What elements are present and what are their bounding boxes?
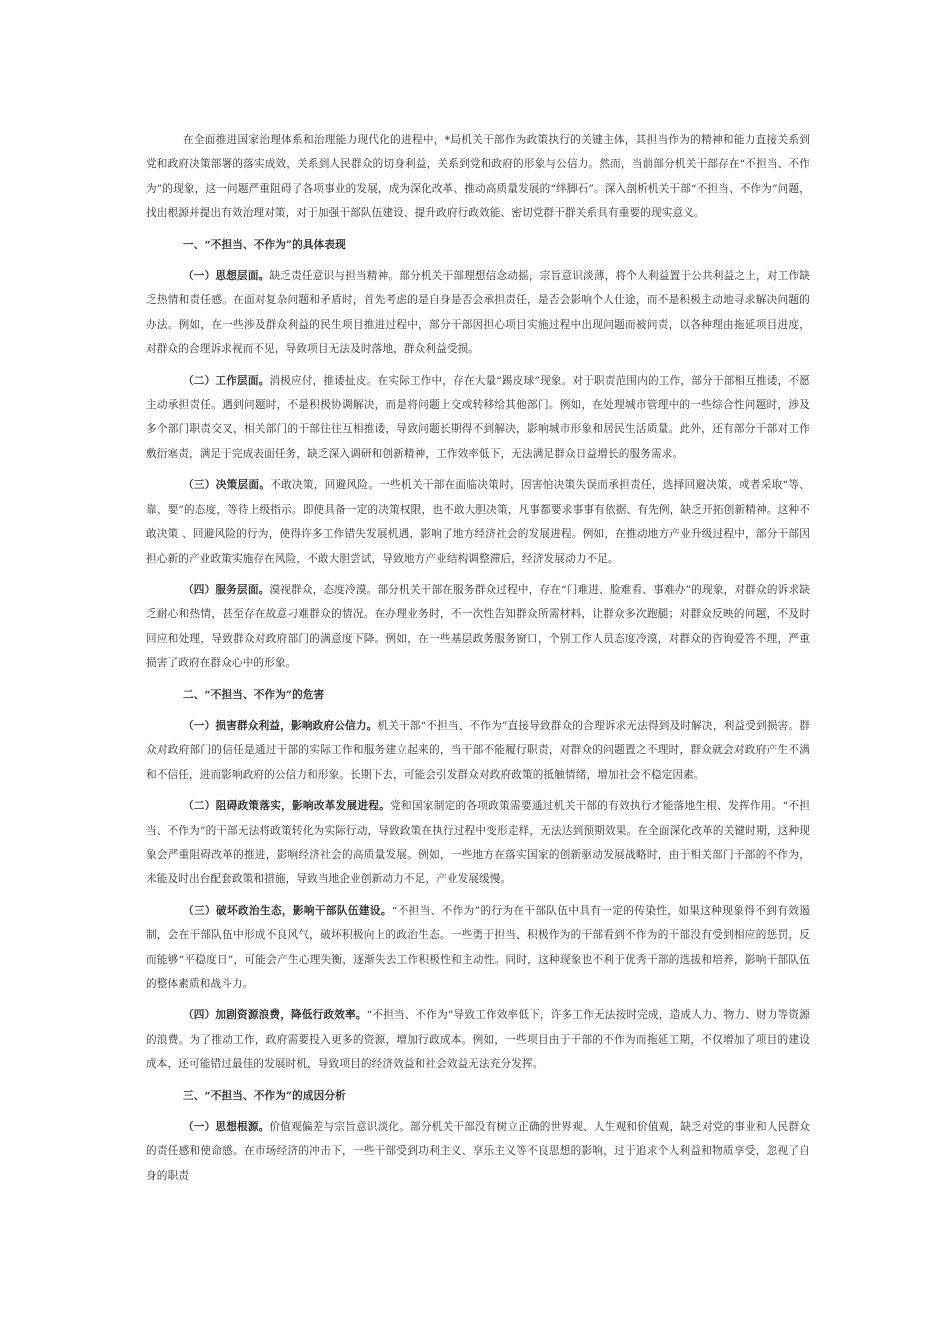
paragraph [146, 369, 810, 467]
paragraph-text: 机关干部“不担当、不作为”直接导致群众的合理诉求无法得到及时解决，利益受到损害。群众对政府部门的信任是通过干部的实际工作和服务建立起来的，当干部不能履行职责，对群众的问题置之不理时，群众就会对政府产生不满和不信任，进而影响政府的公信力和形象。长期下去，可能会引发群众对政府政策的抵触情绪，增加社会不稳定因素。 [146, 719, 810, 781]
paragraph [146, 578, 810, 676]
paragraph-text: 缺乏责任意识与担当精神。部分机关干部理想信念动摇，宗旨意识淡薄，将个人利益置于公共利益之上，对工作缺乏热情和责任感。在面对复杂问题和矛盾时，首先考虑的是自身是否会承担责任，是否会影响个人仕途，而不是积极主动地寻求解决问题的办法。例如，在一些涉及群众利益的民生项目推进过程中，部分干部因担心项目实施过程中出现问题而被问责，以各种理由拖延项目进度，对群众的合理诉求视而不见，导致项目无法及时落地，群众利益受损。 [146, 270, 811, 356]
paragraph [146, 264, 810, 362]
paragraph-lead: （三）决策层面。 [183, 479, 271, 492]
paragraph-lead: （四）服务层面。 [183, 583, 270, 596]
paragraph [146, 794, 810, 892]
paragraph [146, 1003, 810, 1076]
intro-paragraph: 在全面推进国家治理体系和治理能力现代化的进程中，*局机关干部作为政策执行的关键主体，其担当作为的精神和能力直接关系到党和政府决策部署的落实成效，关系到人民群众的切身利益，关系到党和政府的形象与公信力。然而，当前部分机关干部存在“不担当、不作为”的现象，这一问题严重阻碍了各项事业的发展，成为深化改革、推动高质量发展的“绊脚石”。深入剖析机关干部“不担当、不作为”问题，找出根源并提出有效治理对策，对于加强干部队伍建设、提升政府行政效能、密切党群干群关系具有重要的现实意义。 [146, 134, 810, 220]
paragraph-lead: （一）思想层面。 [183, 270, 270, 283]
paragraph-lead: （二）工作层面。 [183, 374, 270, 387]
paragraph-lead: （二）阻碍政策落实，影响改革发展进程。 [183, 800, 391, 813]
paragraph-text: 党和国家制定的各项政策需要通过机关干部的有效执行才能落地生根、发挥作用。“不担当、不作为”的干部无法将政策转化为实际行动，导致政策在执行过程中变形走样，无法达到预期效果。在全面深化改革的关键时期，这种现象会严重阻碍改革的推进，影响经济社会的高质量发展。例如，一些地方在落实国家的创新驱动发展战略时，由于相关部门干部的不作为，未能及时出台配套政策和措施，导致当地企业创新动力不足，产业发展缓慢。 [146, 800, 810, 886]
paragraph-lead: （一）损害群众利益，影响政府公信力。 [183, 719, 378, 732]
paragraph [146, 473, 810, 571]
paragraph [146, 714, 810, 787]
paragraph-text: 不敢决策，回避风险。一些机关干部在面临决策时，因害怕决策失误而承担责任，选择回避决策，或者采取“等、靠、要”的态度，等待上级指示。即使具备一定的决策权限，也不敢大胆决策，凡事都要求事事有依据、有先例，缺乏开拓创新精神。这种不敢决策 、回避风险的行为，使得许多工作错失发展机遇，影响了地方经济社会的发展进程。例如，在推动地方产业升级过程中，部分干部因担心新的产业政策实施存在风险，不敢大胆尝试，导致地方产业结构调整滞后，经济发展动力不足。 [146, 479, 810, 565]
paragraph-text: 漠视群众，态度冷漠。部分机关干部在服务群众过程中，存在“门难进、脸难看、事难办”的现象，对群众的诉求缺乏耐心和热情，甚至存在故意刁难群众的情况。在办理业务时，不一次性告知群众所需材料，让群众多次跑腿；对群众反映的问题，不及时回应和处理，导致群众对政府部门的满意度下降。例如，在一些基层政务服务窗口，个别工作人员态度冷漠，对群众的咨询爱答不理，严重损害了政府在群众心中的形象。 [146, 583, 810, 670]
paragraph [146, 1115, 810, 1188]
section-heading: 一、“不担当、不作为”的具体表现 [183, 238, 346, 251]
paragraph-text: 消极应付，推诿扯皮。在实际工作中，存在大量“踢皮球”现象。对于职责范围内的工作，部分干部相互推诿，不愿主动承担责任。遇到问题时，不是积极协调解决，而是将问题上交或转移给其他部门。例如，在处理城市管理中的一些综合性问题时，涉及多个部门职责交叉，相关部门的干部往往互相推诿，导致问题长期得不到解决，影响城市形象和居民生活质量。此外，还有部分干部对工作敷衍塞责，满足于完成表面任务，缺乏深入调研和创新精神，工作效率低下，无法满足群众日益增长的服务需求。 [146, 374, 810, 460]
paragraph-text: 价值观偏差与宗旨意识淡化。部分机关干部没有树立正确的世界观、人生观和价值观，缺乏对党的事业和人民群众的责任感和使命感。在市场经济的冲击下，一些干部受到功利主义、享乐主义等不良思想的影响，过于追求个人利益和物质享受，忽视了自身的职责 [146, 1121, 811, 1182]
section-heading: 二、“不担当、不作为”的危害 [183, 688, 325, 701]
paragraph-lead: （一）思想根源。 [183, 1121, 270, 1134]
paragraph [146, 899, 810, 997]
paragraph-text: “不担当、不作为”的行为在干部队伍中具有一定的传染性，如果这种现象得不到有效遏制，会在干部队伍中形成不良风气，破坏积极向上的政治生态。一些勇于担当、积极作为的干部看到不作为的干部没有受到相应的惩罚，反而能够“平稳度日”，可能会产生心理失衡，逐渐失去工作积极性和主动性。同时，这种现象也不利于优秀干部的选拔和培养，影响干部队伍的整体素质和战斗力。 [146, 904, 810, 990]
section-heading: 三、“不担当、不作为”的成因分析 [183, 1089, 346, 1102]
paragraph-lead: （四）加剧资源浪费，降低行政效率。 [183, 1009, 367, 1022]
paragraph-text: “不担当、不作为”导致工作效率低下，许多工作无法按时完成，造成人力、物力、财力等资源的浪费。为了推动工作，政府需要投入更多的资源，增加行政成本。例如，一些项目由于干部的不作为而拖延工期，不仅增加了项目的建设成本，还可能错过最佳的发展时机，导致项目的经济效益和社会效益无法充分发挥。 [146, 1009, 810, 1071]
paragraph-lead: （三）破坏政治生态，影响干部队伍建设。 [183, 904, 392, 917]
document-body [146, 128, 810, 1195]
